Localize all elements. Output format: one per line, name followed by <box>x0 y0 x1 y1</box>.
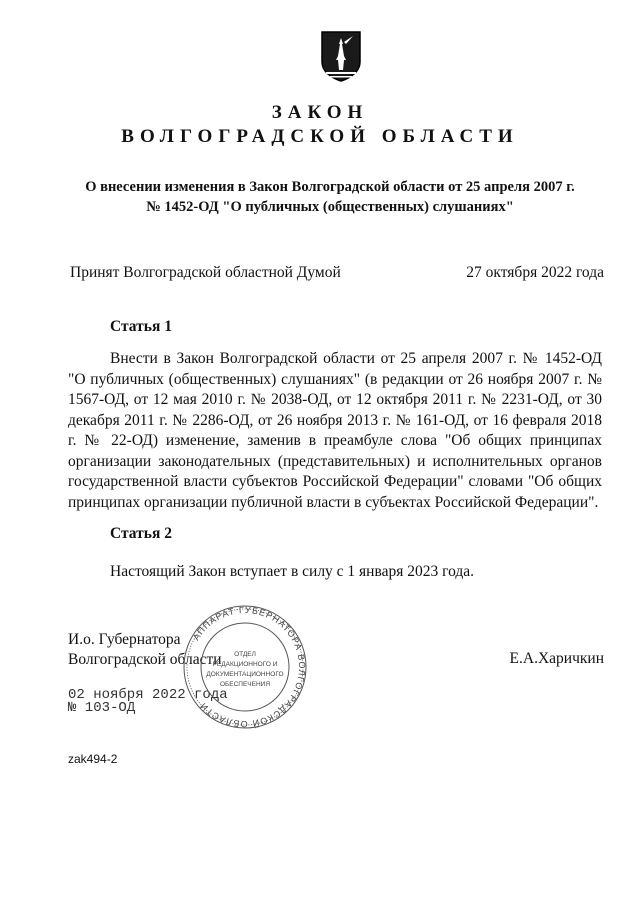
stamp-inner-line-3: ДОКУМЕНТАЦИОННОГО <box>206 671 284 678</box>
signatory-name: Е.А.Харичкин <box>509 650 604 667</box>
coat-of-arms-icon <box>320 30 362 82</box>
law-title: ЗАКОН <box>271 102 369 123</box>
registration-date: 02 ноября 2022 года <box>68 687 228 703</box>
article-1-heading: Статья 1 <box>110 318 172 335</box>
subtitle-line-2: № 1452-ОД "О публичных (общественных) слушаниях" <box>146 199 514 215</box>
stamp-inner-line-2: РЕДАКЦИОННОГО И <box>212 661 278 668</box>
article-2-heading: Статья 2 <box>110 525 172 542</box>
stamp-outer-text: АППАРАТ ГУБЕРНАТОРА ВОЛГОГРАДСКОЙ ОБЛАСТИ <box>190 604 308 730</box>
stamp-inner-line-4: ОБЕСПЕЧЕНИЯ <box>219 681 271 688</box>
article-1-body: Внести в Закон Волгоградской области от 25 апреля 2007 г. № 1452-ОД "О публичных (общественных) слушаниях" (в редакции от 26 ноября 2007 г. № 1567-ОД, от 12 мая 2010 г. № 2038-ОД, от 12 октября 2011 г. № 2231-ОД, от 30 декабря 2011 г. № 2286-ОД, от 26 ноября 2013 г. № 161-ОД, от 16 февраля 2018 г. № 22-ОД) изменение, заменив в преамбуле слова "Об общих принципах организации законодательных (представительных) и исполнительных органов государственной власти субъектов Российской Федерации" словами "Об общих принципах организации публичной власти в субъектах Российской Федерации". <box>68 350 602 511</box>
registration-number: № 103-ОД <box>68 700 136 716</box>
document-code: zak494-2 <box>68 752 118 766</box>
article-2-text <box>68 562 602 583</box>
subtitle-line-1: О внесении изменения в Закон Волгоградской области от 25 апреля 2007 г. <box>85 179 575 195</box>
stamp-inner-line-1: ОТДЕЛ <box>234 651 256 658</box>
position-line-1: И.о. Губернатора <box>68 631 181 648</box>
official-stamp <box>182 604 308 730</box>
article-1-text <box>68 349 602 513</box>
adopted-date: 27 октября 2022 года <box>466 264 604 281</box>
law-subtitle <box>60 177 600 217</box>
article-2-body: Настоящий Закон вступает в силу с 1 января 2023 года. <box>110 563 475 580</box>
position-line-2: Волгоградской области <box>68 651 222 668</box>
adopted-by: Принят Волгоградской областной Думой <box>70 264 341 281</box>
region-title: ВОЛГОГРАДСКОЙ ОБЛАСТИ <box>121 126 519 147</box>
